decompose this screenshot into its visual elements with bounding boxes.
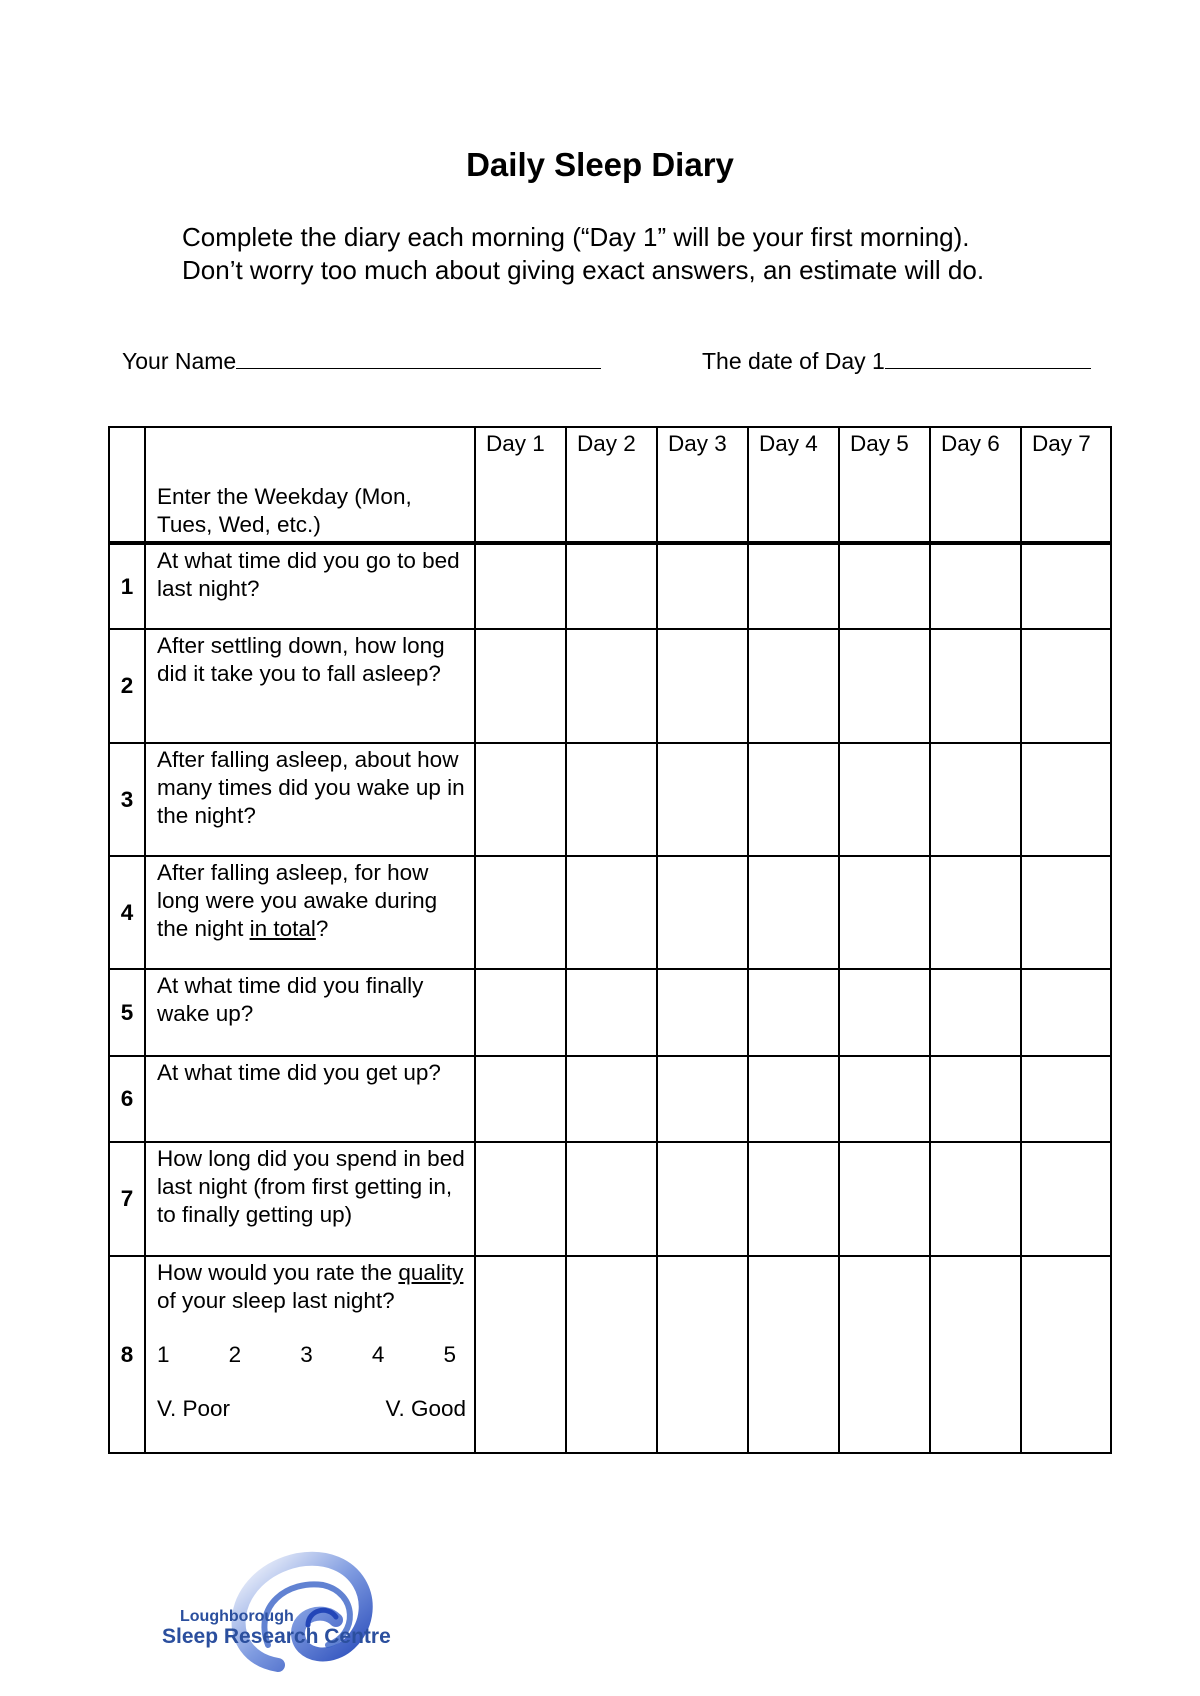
date-field[interactable] [702,346,1091,375]
answer-cell[interactable] [1021,743,1111,856]
answer-cell[interactable] [657,1142,748,1256]
num-header-cell [109,427,145,543]
answer-cell[interactable] [657,1256,748,1453]
question-text-part: ? [315,916,329,941]
answer-cell[interactable] [1021,856,1111,969]
emphasis-underlined: quality [398,1260,464,1285]
quality-question [157,1259,466,1315]
answer-cell[interactable] [1021,1256,1111,1453]
answer-cell[interactable] [748,1142,839,1256]
scale-value: 3 [300,1342,313,1367]
question-text [145,1256,475,1453]
answer-cell[interactable] [839,1256,930,1453]
answer-cell[interactable] [930,856,1021,969]
answer-cell[interactable] [475,1056,566,1142]
answer-cell[interactable] [1021,969,1111,1056]
question-text [145,856,475,969]
answer-cell[interactable] [748,543,839,629]
question-number: 5 [109,969,145,1056]
answer-cell[interactable] [566,1256,657,1453]
day-3-header[interactable]: Day 3 [657,427,748,543]
answer-cell[interactable] [748,629,839,743]
question-text: At what time did you go to bed last night? [145,543,475,629]
question-number: 8 [109,1256,145,1453]
question-number: 2 [109,629,145,743]
answer-cell[interactable] [566,856,657,969]
scale-value: 1 [157,1342,170,1367]
logo-line-1: Loughborough [180,1608,294,1625]
day-5-header[interactable]: Day 5 [839,427,930,543]
answer-cell[interactable] [839,543,930,629]
rating-scale [157,1341,466,1369]
day-1-header[interactable]: Day 1 [475,427,566,543]
answer-cell[interactable] [657,1056,748,1142]
answer-cell[interactable] [839,856,930,969]
answer-cell[interactable] [475,629,566,743]
answer-cell[interactable] [475,743,566,856]
answer-cell[interactable] [748,743,839,856]
answer-cell[interactable] [657,969,748,1056]
name-blank-line[interactable] [236,346,601,369]
question-text: How long did you spend in bed last night (from first getting in, to finally getting up) [145,1142,475,1256]
question-number: 3 [109,743,145,856]
question-row-8 [109,1256,1111,1453]
answer-cell[interactable] [566,629,657,743]
question-row-5 [109,969,1111,1056]
answer-cell[interactable] [566,1056,657,1142]
answer-cell[interactable] [475,1142,566,1256]
day-6-header[interactable]: Day 6 [930,427,1021,543]
answer-cell[interactable] [566,743,657,856]
day-7-header[interactable]: Day 7 [1021,427,1111,543]
question-row-7 [109,1142,1111,1256]
answer-cell[interactable] [930,969,1021,1056]
answer-cell[interactable] [748,969,839,1056]
answer-cell[interactable] [1021,1142,1111,1256]
scale-value: 2 [228,1342,242,1367]
question-text: After settling down, how long did it take you to fall asleep? [145,629,475,743]
logo-line-2: Sleep Research Centre [162,1625,391,1648]
page-title: Daily Sleep Diary [466,146,734,183]
question-text-part: How would you rate the [157,1260,399,1285]
answer-cell[interactable] [839,1056,930,1142]
answer-cell[interactable] [839,969,930,1056]
question-text-part: of your sleep last night? [157,1288,395,1313]
answer-cell[interactable] [930,1256,1021,1453]
answer-cell[interactable] [930,543,1021,629]
name-field[interactable] [122,346,601,375]
answer-cell[interactable] [930,629,1021,743]
answer-cell[interactable] [930,1142,1021,1256]
day-4-header[interactable]: Day 4 [748,427,839,543]
emphasis-underlined: in total [249,916,316,941]
date-blank-line[interactable] [885,346,1091,369]
question-text: After falling asleep, about how many times did you wake up in the night? [145,743,475,856]
question-row-4 [109,856,1111,969]
answer-cell[interactable] [839,1142,930,1256]
scale-high-label: V. Good [385,1396,466,1421]
answer-cell[interactable] [475,969,566,1056]
question-row-2 [109,629,1111,743]
answer-cell[interactable] [1021,629,1111,743]
question-row-6 [109,1056,1111,1142]
question-text: At what time did you get up? [145,1056,475,1142]
sleep-diary-table [108,426,1112,1454]
answer-cell[interactable] [566,1142,657,1256]
answer-cell[interactable] [839,629,930,743]
answer-cell[interactable] [930,1056,1021,1142]
question-number: 7 [109,1142,145,1256]
weekday-prompt: Enter the Weekday (Mon, Tues, Wed, etc.) [145,427,475,543]
question-number: 4 [109,856,145,969]
answer-cell[interactable] [657,743,748,856]
scale-low-label: V. Poor [157,1396,230,1421]
answer-cell[interactable] [475,1256,566,1453]
question-row-3 [109,743,1111,856]
answer-cell[interactable] [657,543,748,629]
answer-cell[interactable] [748,856,839,969]
answer-cell[interactable] [657,629,748,743]
answer-cell[interactable] [930,743,1021,856]
question-number: 6 [109,1056,145,1142]
answer-cell[interactable] [566,969,657,1056]
scale-value: 4 [371,1342,385,1367]
answer-cell[interactable] [839,743,930,856]
question-text-part: After falling asleep, for how long were you awake during the night [157,860,438,941]
question-row-1 [109,543,1111,629]
answer-cell[interactable] [475,543,566,629]
name-label: Your Name [122,348,237,374]
answer-cell[interactable] [748,1256,839,1453]
answer-cell[interactable] [1021,543,1111,629]
answer-cell[interactable] [566,543,657,629]
scale-anchors [157,1395,466,1423]
answer-cell[interactable] [475,856,566,969]
question-number: 1 [109,543,145,629]
day-2-header[interactable]: Day 2 [566,427,657,543]
date-label: The date of Day 1 [702,348,885,374]
question-text: At what time did you finally wake up? [145,969,475,1056]
answer-cell[interactable] [1021,1056,1111,1142]
instructions-text: Complete the diary each morning (“Day 1” will be your first morning). Don’t worry too much about giving exact answers, an estimate will do. [182,222,985,285]
answer-cell[interactable] [657,856,748,969]
scale-value: 5 [443,1342,456,1367]
answer-cell[interactable] [748,1056,839,1142]
header-row [109,427,1111,543]
